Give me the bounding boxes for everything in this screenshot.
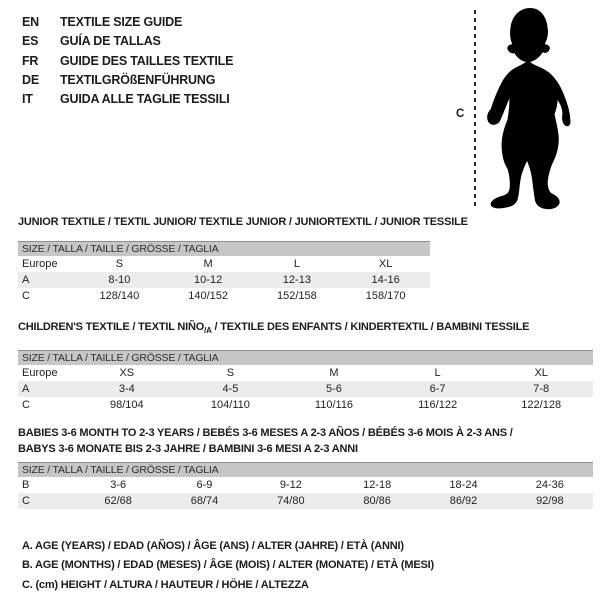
lang-code: DE <box>22 72 39 87</box>
table-row <box>18 493 593 509</box>
table-cell: 12-13 <box>282 274 311 286</box>
row-label: Europe <box>22 258 58 270</box>
table-cell: S <box>226 367 235 380</box>
size-table <box>18 365 593 413</box>
language-row <box>22 71 233 90</box>
footnotes <box>22 537 434 595</box>
table-cell: 3-4 <box>118 383 135 396</box>
table-cell: 92/98 <box>536 495 564 507</box>
table-cell: 8-10 <box>108 274 131 286</box>
junior-textile-section <box>18 216 468 304</box>
title-subscript: /A <box>204 326 212 336</box>
lang-label: GUIDE DES TAILLES TEXTILE <box>60 53 234 68</box>
table-cell: XL <box>378 258 393 270</box>
lang-code: ES <box>22 34 39 49</box>
lang-label: TEXTILGRÖßENFÜHRUNG <box>60 72 216 87</box>
table-cell: 152/158 <box>276 290 317 302</box>
row-label: C <box>22 399 30 412</box>
table-cell: 62/68 <box>104 495 132 507</box>
childrens-textile-section <box>18 321 593 413</box>
lang-label: TEXTILE SIZE GUIDE <box>60 15 183 29</box>
table-cell: 6-9 <box>196 479 213 491</box>
table-row <box>18 256 430 272</box>
size-header-bar: SIZE / TALLA / TAILLE / GRÖSSE / TAGLIA <box>18 350 593 365</box>
table-cell: S <box>115 258 124 270</box>
section-title: JUNIOR TEXTILE / TEXTIL JUNIOR/ TEXTILE JUNIOR / JUNIORTEXTIL / JUNIOR TESSILE <box>18 216 468 228</box>
table-row <box>18 397 593 413</box>
table-cell: 80/86 <box>363 495 391 507</box>
height-dashed-line <box>474 10 476 208</box>
language-row <box>22 90 233 109</box>
table-row <box>18 365 593 381</box>
table-cell: 14-16 <box>371 274 400 286</box>
table-cell: 6-7 <box>429 383 446 396</box>
row-label: A <box>22 383 30 396</box>
babies-textile-section <box>18 426 593 509</box>
table-row <box>18 288 430 304</box>
table-cell: 74/80 <box>277 495 305 507</box>
table-cell: 10-12 <box>194 274 223 286</box>
table-cell: 116/122 <box>418 399 458 412</box>
row-label: C <box>22 290 30 302</box>
table-cell: 128/140 <box>99 290 140 302</box>
table-cell: M <box>329 367 339 380</box>
table-cell: XL <box>534 367 548 380</box>
table-cell: XS <box>119 367 135 380</box>
language-row <box>22 52 233 71</box>
size-header-bar: SIZE / TALLA / TAILLE / GRÖSSE / TAGLIA <box>18 241 430 256</box>
table-cell: 12-18 <box>363 479 392 491</box>
table-row <box>18 477 593 493</box>
table-cell: 140/152 <box>188 290 228 302</box>
table-cell: 7-8 <box>533 383 550 396</box>
title-line: BABYS 3-6 MONATE BIS 2-3 JAHRE / BAMBINI 3-6 MESI A 2-3 ANNI <box>18 442 358 455</box>
footnote-c: C. (cm) HEIGHT / ALTURA / HAUTEUR / HÖHE / ALTEZZA <box>22 578 309 591</box>
table-cell: 18-24 <box>449 479 478 491</box>
lang-label: GUÍA DE TALLAS <box>60 34 161 49</box>
table-cell: 104/110 <box>210 399 250 412</box>
table-cell: 110/116 <box>314 399 354 412</box>
height-measure-label: C <box>456 108 465 120</box>
table-row <box>18 272 430 288</box>
table-cell: 9-12 <box>279 479 302 491</box>
title-part: / TEXTILE DES ENFANTS / KINDERTEXTIL / BAMBINI TESSILE <box>211 321 530 333</box>
title-line: BABIES 3-6 MONTH TO 2-3 YEARS / BEBÉS 3-6 MESES A 2-3 AÑOS / BÉBÉS 3-6 MOIS À 2-3 ANS / <box>18 427 513 439</box>
footnote-b: B. AGE (MONTHS) / EDAD (MESES) / ÂGE (MOIS) / ALTER (MONATE) / ETÀ (MESI) <box>22 559 434 572</box>
title-part: CHILDREN'S TEXTILE / TEXTIL NIÑO <box>18 321 205 333</box>
table-cell: 122/128 <box>521 399 562 412</box>
table-cell: 4-5 <box>222 383 239 396</box>
table-cell: 98/104 <box>109 399 144 412</box>
size-table <box>18 256 430 304</box>
table-cell: 86/92 <box>449 495 478 507</box>
row-label: B <box>22 479 30 491</box>
language-header <box>22 13 233 109</box>
table-cell: L <box>293 258 300 270</box>
section-title <box>18 321 593 337</box>
table-row <box>18 381 593 397</box>
lang-code: EN <box>22 15 39 29</box>
footnote-a: A. AGE (YEARS) / EDAD (AÑOS) / ÂGE (ANS) / ALTER (JAHRE) / ETÀ (ANNI) <box>22 540 404 552</box>
row-label: C <box>22 495 30 507</box>
table-cell: 68/74 <box>190 495 219 507</box>
size-header-bar: SIZE / TALLA / TAILLE / GRÖSSE / TAGLIA <box>18 462 593 477</box>
row-label: Europe <box>22 367 58 380</box>
table-cell: L <box>434 367 441 380</box>
section-title <box>18 426 593 457</box>
table-cell: 5-6 <box>326 383 342 396</box>
lang-code: FR <box>22 53 39 68</box>
table-cell: 158/170 <box>365 290 406 302</box>
table-cell: M <box>203 258 213 270</box>
language-row <box>22 32 233 51</box>
lang-code: IT <box>22 92 33 107</box>
toddler-silhouette-icon <box>482 5 584 211</box>
table-cell: 3-6 <box>110 479 127 491</box>
size-table <box>18 477 593 509</box>
row-label: A <box>22 274 30 286</box>
language-row <box>22 13 233 32</box>
lang-label: GUIDA ALLE TAGLIE TESSILI <box>60 92 230 107</box>
table-cell: 24-36 <box>535 479 564 491</box>
